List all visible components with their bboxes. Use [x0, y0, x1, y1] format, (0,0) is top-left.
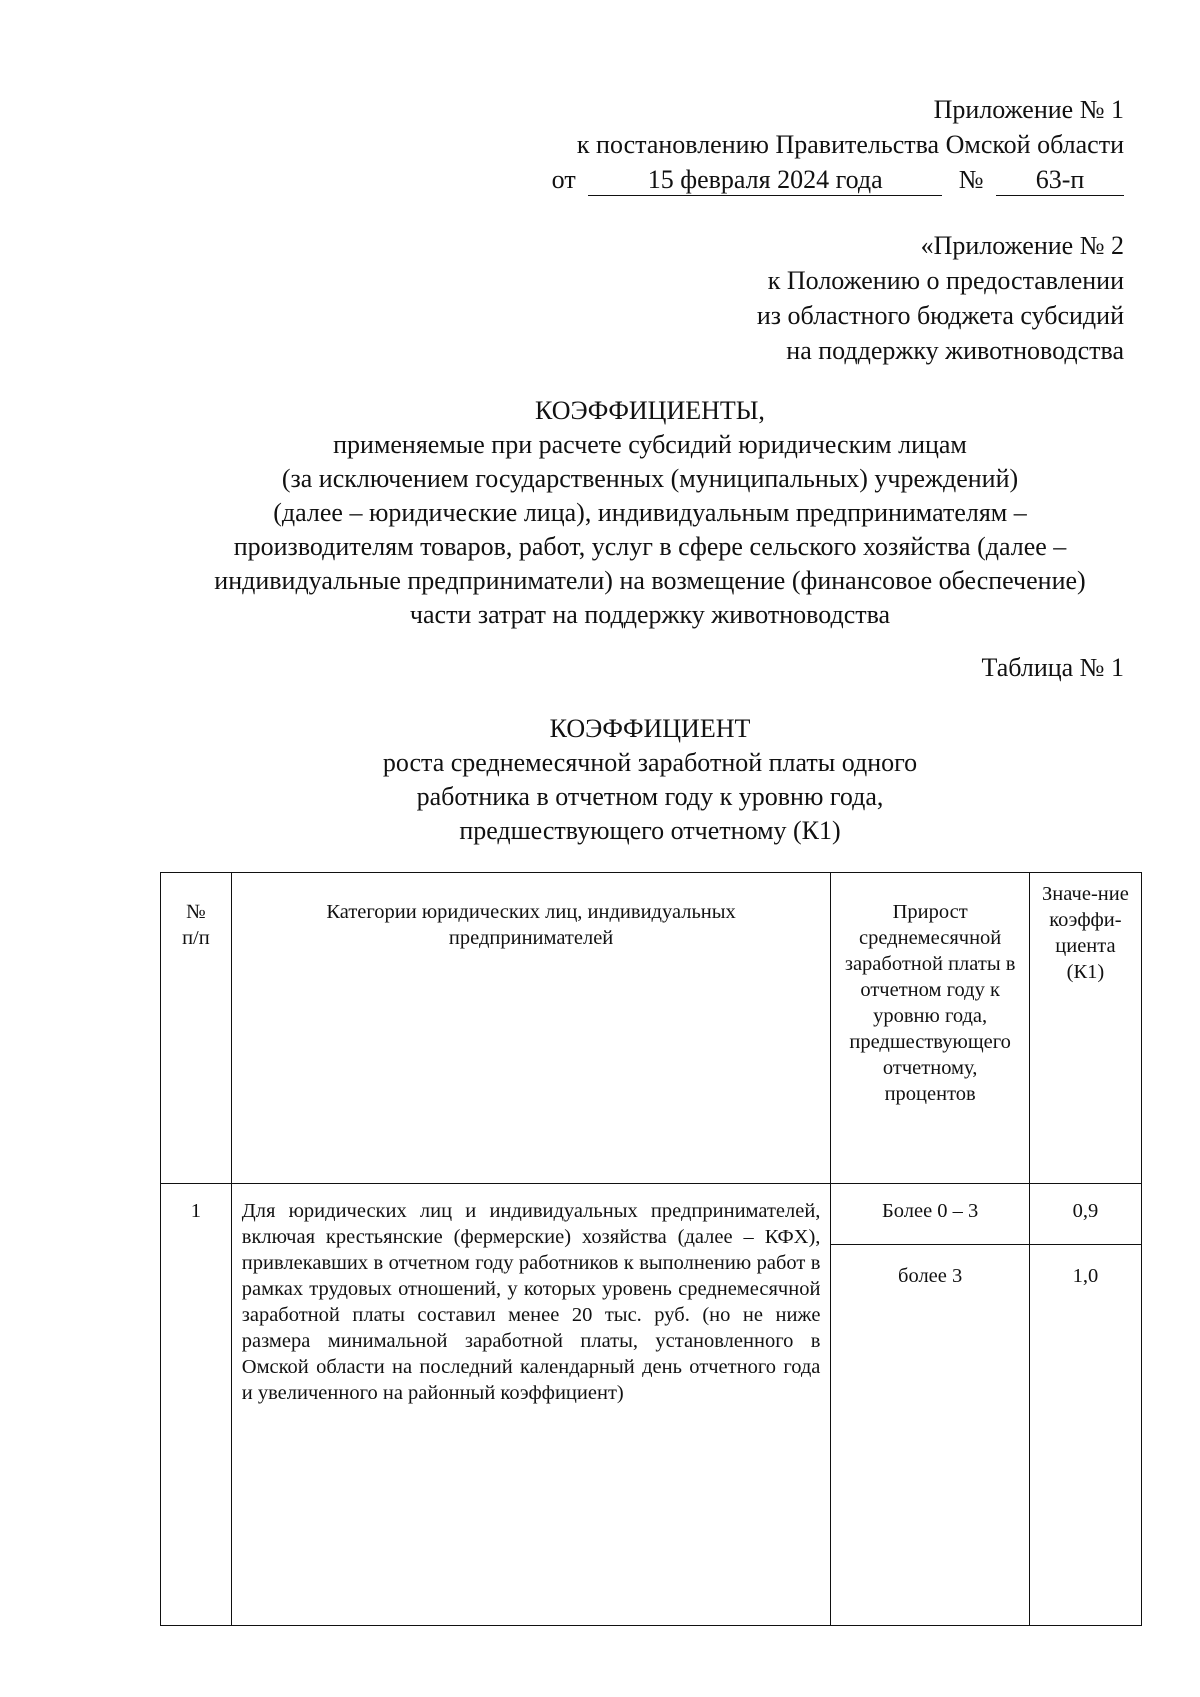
table-title-line: роста среднемесячной заработной платы одного — [382, 748, 918, 777]
sub-appendix-header — [757, 228, 1124, 368]
table-row — [161, 1184, 1142, 1245]
header-cell-number — [161, 873, 232, 1184]
sub-appendix-line: на поддержку животноводства — [786, 336, 1124, 365]
header-number-abbr: п/п — [182, 927, 210, 949]
header-cell-value: Значе-ние коэффи-циента (К1) — [1029, 873, 1141, 1184]
from-label: от — [551, 165, 576, 194]
sub-appendix-line: из областного бюджета субсидий — [756, 301, 1124, 330]
main-title-heading: КОЭФФИЦИЕНТЫ, — [535, 396, 765, 425]
main-title-line: индивидуальные предприниматели) на возмещение (финансовое обеспечение) — [214, 566, 1086, 595]
appendix-title: Приложение № 1 — [933, 95, 1124, 124]
main-title — [50, 394, 1200, 632]
header-cell-category: Категории юридических лиц, индивидуальных предпринимателей — [231, 873, 831, 1184]
table-title-heading: КОЭФФИЦИЕНТ — [549, 714, 751, 743]
resolution-number: 63-п — [996, 165, 1124, 196]
coefficient-table — [160, 872, 1142, 1626]
row-coefficient-value: 1,0 — [1029, 1245, 1141, 1626]
row-number: 1 — [161, 1184, 232, 1626]
table-header-row — [161, 873, 1142, 1184]
header-cell-growth: Прирост среднемесячной заработной платы в отчетном году к уровню года, предшествующего отчетному, процентов — [831, 873, 1029, 1184]
row-category: Для юридических лиц и индивидуальных предпринимателей, включая крестьянские (фермерские) хозяйства (далее – КФХ), привлекавших в отчетном году работников к выполнению работ в рамках трудовых отношений, у которых уровень среднемесячной заработной платы составил менее 20 тыс. руб. (но не ниже размера минимальной заработной платы, установленного в Омской области на последний календарный день отчетного года и увеличенного на районный коэффициент) — [231, 1184, 831, 1626]
date-number-line — [552, 162, 1124, 197]
resolution-date: 15 февраля 2024 года — [588, 165, 942, 196]
main-title-line: (за исключением государственных (муниципальных) учреждений) — [281, 464, 1019, 493]
resolution-reference: к постановлению Правительства Омской области — [576, 130, 1124, 159]
number-label: № — [958, 165, 984, 194]
sub-appendix-line: «Приложение № 2 — [920, 231, 1124, 260]
table-title-line: предшествующего отчетному (К1) — [459, 816, 841, 845]
table-title-line: работника в отчетном году к уровню года, — [416, 782, 884, 811]
main-title-line: части затрат на поддержку животноводства — [409, 600, 891, 629]
sub-appendix-line: к Положению о предоставлении — [767, 266, 1124, 295]
main-title-line: производителям товаров, работ, услуг в сфере сельского хозяйства (далее – — [233, 532, 1067, 561]
row-growth-range: Более 0 – 3 — [831, 1184, 1029, 1245]
header-number-sign: № — [186, 901, 206, 923]
row-coefficient-value: 0,9 — [1029, 1184, 1141, 1245]
main-title-line: применяемые при расчете субсидий юридическим лицам — [333, 430, 967, 459]
appendix-header — [552, 92, 1124, 197]
main-title-line: (далее – юридические лица), индивидуальным предпринимателям – — [273, 498, 1027, 527]
row-growth-range: более 3 — [831, 1245, 1029, 1626]
table-label: Таблица № 1 — [981, 653, 1124, 682]
table-title — [50, 712, 1200, 848]
